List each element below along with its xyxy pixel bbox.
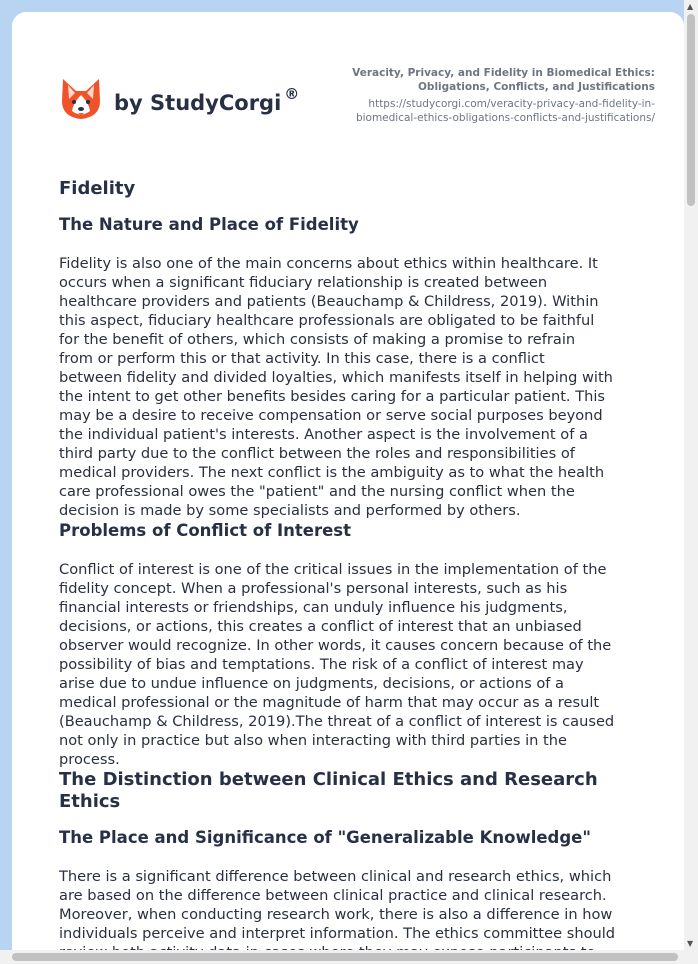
heading-clinical-vs-research: The Distinction between Clinical Ethics and Research Ethics bbox=[59, 769, 598, 812]
horizontal-scrollbar[interactable] bbox=[0, 950, 698, 964]
vertical-scrollbar[interactable] bbox=[684, 0, 698, 950]
document-url[interactable]: https://studycorgi.com/veracity-privacy-and-fidelity-in- biomedical-ethics-obligations-conflicts-and-justifications/ bbox=[355, 98, 655, 124]
document-meta bbox=[295, 66, 655, 125]
document-page bbox=[12, 12, 684, 964]
heading-conflict-of-interest: Problems of Conflict of Interest bbox=[59, 521, 351, 540]
brand-name: by StudyCorgi ® bbox=[114, 85, 300, 115]
heading-nature-place-fidelity: The Nature and Place of Fidelity bbox=[59, 215, 359, 234]
paragraph-nature-fidelity: Fidelity is also one of the main concerns about ethics within healthcare. It occurs when a significant fiduciary relationship is created between healthcare providers and patients (Beauchamp & Childress, 2019). Within this aspect, fiduciary healthcare professionals are obligated to be faithful for the benefit of others, which consists of making a promise to refrain from or perform this or that activity. In this case, there is a conflict between fidelity and divided loyalties, which manifests itself in helping with the intent to get other benefits besides caring for a particular patient. This may be a desire to receive compensation or serve social purposes beyond the individual patient's interests. Another aspect is the involvement of a third party due to the conflict between the roles and responsibilities of medical providers. The next conflict is the ambiguity as to what the health care professional owes the "patient" and the nursing conflict when the decision is made by some specialists and performed by others. bbox=[59, 255, 613, 519]
heading-generalizable-knowledge: The Place and Significance of "Generalizable Knowledge" bbox=[59, 828, 591, 847]
scroll-up-arrow-icon[interactable]: ▲ bbox=[687, 2, 694, 11]
paragraph-conflict-of-interest: Conflict of interest is one of the critical issues in the implementation of the fidelity concept. When a professional's personal interests, such as his financial interests or friendships, can unduly influence his judgments, decisions, or actions, this creates a conflict of interest that an unbiased observer would recognize. In other words, it causes concern because of the possibility of bias and temptations. The risk of a conflict of interest may arise due to undue influence on judgments, decisions, or actions of a medical professional or the magnitude of harm that may occur as a result (Beauchamp & Childress, 2019).The threat of a conflict of interest is caused not only in practice but also when interacting with third parties in the process. bbox=[59, 561, 615, 768]
document-body bbox=[59, 178, 659, 962]
document-title: Veracity, Privacy, and Fidelity in Biomedical Ethics: Obligations, Conflicts, and Justifications bbox=[352, 67, 655, 93]
vertical-scroll-thumb[interactable] bbox=[687, 14, 695, 206]
corgi-logo-icon bbox=[60, 77, 102, 121]
scroll-down-arrow-icon[interactable]: ▼ bbox=[687, 939, 694, 948]
studycorgi-logo[interactable] bbox=[60, 77, 299, 121]
paragraph-generalizable-knowledge: There is a significant difference between clinical and research ethics, which are based on the difference between clinical practice and clinical research. Moreover, when conducting research work, there is also a difference in how individuals perceive and interpret information. The ethics committee should bbox=[59, 868, 616, 942]
horizontal-scroll-thumb[interactable] bbox=[12, 953, 678, 961]
heading-fidelity: Fidelity bbox=[59, 178, 136, 199]
